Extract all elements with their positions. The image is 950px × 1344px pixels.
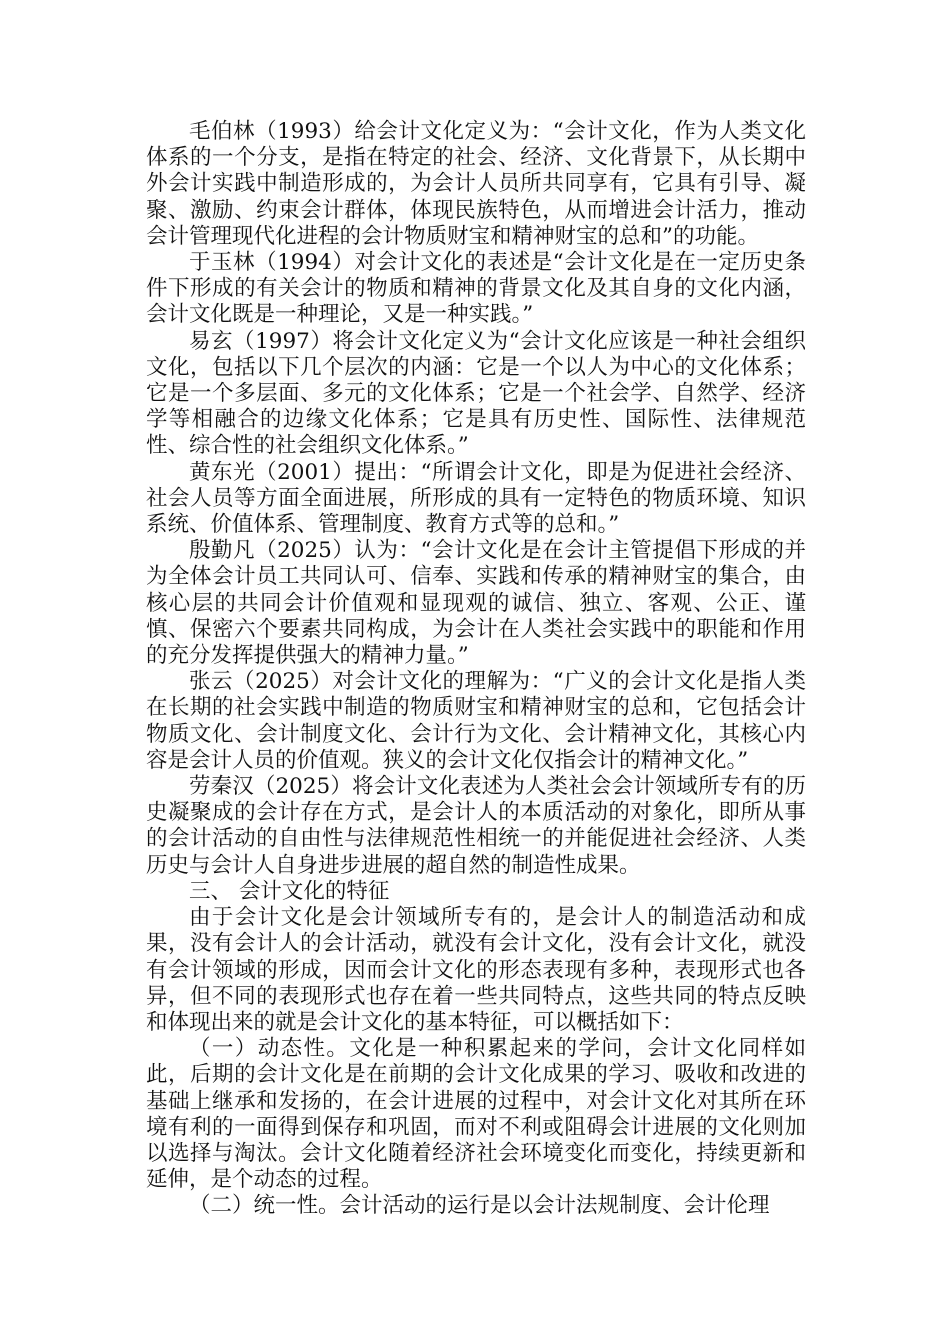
document-page xyxy=(146,119,806,1220)
section-heading: 三、 会计文化的特征 xyxy=(189,878,390,904)
paragraph-definition-mao: 毛伯林（1993）给会计文化定义为：“会计文化，作为人类文化体系的一个分支，是指在特定的社会、经济、文化背景下，从长期中外会计实践中制造形成的，为会计人员所共同享有，它具有引导、凝聚、激励、约束会计群体，体现民族特色，从而增进会计活力，推动会计管理现代化进程的会计物质财宝和精神财宝的总和”的功能。 xyxy=(146,119,806,249)
paragraph-definition-yu: 于玉林（1994）对会计文化的表述是“会计文化是在一定历史条件下形成的有关会计的物质和精神的背景文化及其自身的文化内涵，会计文化既是一种理论，又是一种实践。” xyxy=(146,250,806,328)
paragraph-definition-zhang: 张云（2025）对会计文化的理解为：“广义的会计文化是指人类在长期的社会实践中制造的物质财宝和精神财宝的总和，它包括会计物质文化、会计制度文化、会计行为文化、会计精神文化，其核心内容是会计人员的价值观。狭义的会计文化仅指会计的精神文化。” xyxy=(146,669,806,773)
paragraph-definition-huang: 黄东光（2001）提出：“所谓会计文化，即是为促进社会经济、社会人员等方面全面进展，所形成的具有一定特色的物质环境、知识系统、价值体系、管理制度、教育方式等的总和。” xyxy=(146,459,806,538)
paragraph-definition-yi: 易玄（1997）将会计文化定义为“会计文化应该是一种社会组织文化，包括以下几个层次的内涵：它是一个以人为中心的文化体系；它是一个多层面、多元的文化体系；它是一个社会学、自然学、经济学等相融合的边缘文化体系；它是具有历史性、国际性、法律规范性、综合性的社会组织文化体系。” xyxy=(146,328,806,459)
paragraph-definition-yin: 殷勤凡（2025）认为：“会计文化是在会计主管提倡下形成的并为全体会计员工共同认可、信奉、实践和传承的精神财宝的集合，由核心层的共同会计价值观和显现观的诚信、独立、客观、公正、谨慎、保密六个要素共同构成，为会计在人类社会实践中的职能和作用的充分发挥提供强大的精神力量。” xyxy=(146,538,806,669)
paragraph-features-intro: 由于会计文化是会计领域所专有的，是会计人的制造活动和成果，没有会计人的会计活动，就没有会计文化，没有会计文化，就没有会计领域的形成，因而会计文化的形态表现有多种，表现形式也各异，但不同的表现形式也存在着一些共同特点，这些共同的特点反映和体现出来的就是会计文化的基本特征，可以概括如下： xyxy=(146,905,806,1035)
paragraph-feature-dynamic: （一）动态性。文化是一种积累起来的学问，会计文化同样如此，后期的会计文化是在前期的会计文化成果的学习、吸收和改进的基础上继承和发扬的，在会计进展的过程中，对会计文化对其所在环境有利的一面得到保存和巩固，而对不利或阻碍会计进展的文化则加以选择与淘汰。会计文化随着经济社会环境变化而变化，持续更新和延伸，是个动态的过程。 xyxy=(146,1036,806,1193)
paragraph-definition-lao: 劳秦汉（2025）将会计文化表述为人类社会会计领域所专有的历史凝聚成的会计存在方式，是会计人的本质活动的对象化，即所从事的会计活动的自由性与法律规范性相统一的并能促进社会经济、人类历史与会计人自身进步进展的超自然的制造性成果。 xyxy=(146,774,806,878)
paragraph-feature-unity: （二）统一性。会计活动的运行是以会计法规制度、会计伦理 xyxy=(189,1193,770,1219)
